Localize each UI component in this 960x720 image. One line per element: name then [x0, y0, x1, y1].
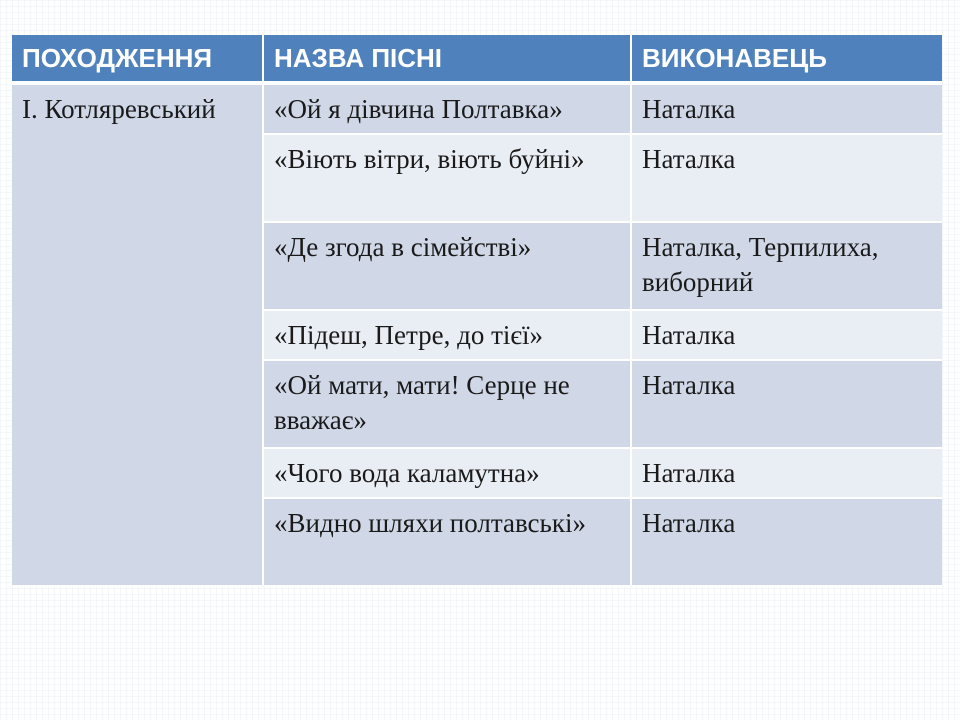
header-performer: ВИКОНАВЕЦЬ: [631, 35, 942, 83]
song-cell: «Підеш, Петре, до тієї»: [263, 310, 631, 360]
performer-cell: Наталка: [631, 310, 942, 360]
song-cell: «Віють вітри, віють буйні»: [263, 134, 631, 222]
song-cell: «Видно шляхи полтавські»: [263, 498, 631, 586]
header-song-title: НАЗВА ПІСНІ: [263, 35, 631, 83]
performer-cell: Наталка: [631, 498, 942, 586]
song-cell: «Ой я дівчина Полтавка»: [263, 83, 631, 134]
performer-cell: Наталка: [631, 448, 942, 498]
performer-cell: Наталка: [631, 360, 942, 448]
performer-cell: Наталка, Терпилиха, виборний: [631, 222, 942, 310]
table-row: [12, 83, 942, 134]
performer-cell: Наталка: [631, 83, 942, 134]
table-header-row: [12, 35, 942, 83]
song-cell: «Ой мати, мати! Серце не вважає»: [263, 360, 631, 448]
origin-cell: І. Котляревський: [12, 83, 263, 586]
song-cell: «Де згода в сімействі»: [263, 222, 631, 310]
song-cell: «Чого вода каламутна»: [263, 448, 631, 498]
songs-table: [12, 35, 942, 587]
header-origin: ПОХОДЖЕННЯ: [12, 35, 263, 83]
performer-cell: Наталка: [631, 134, 942, 222]
